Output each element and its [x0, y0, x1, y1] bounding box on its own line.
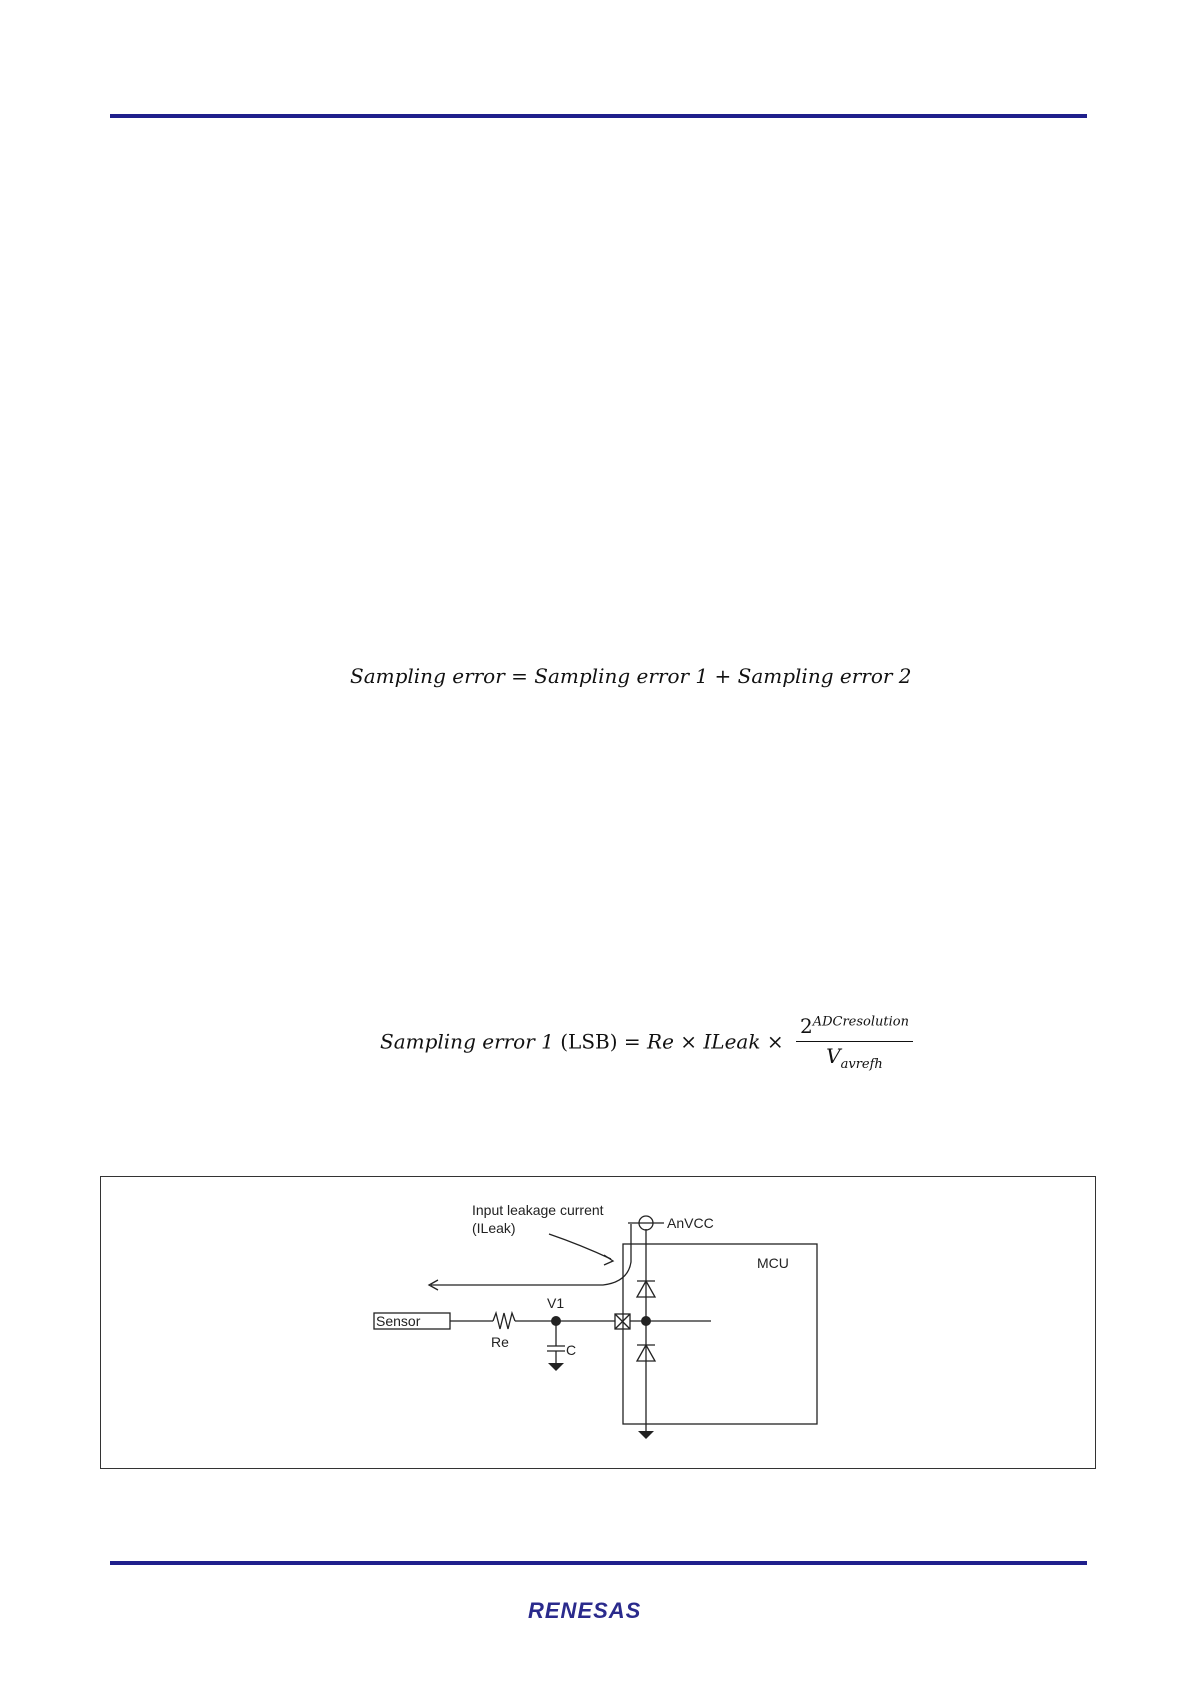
eq2-den-base: V [826, 1044, 841, 1068]
eq1-equals: = [511, 664, 528, 688]
leakage-circuit-figure [100, 1176, 1096, 1469]
eq2-num-exponent: ADCresolution [812, 1014, 909, 1030]
eq1-term2: Sampling error 2 [737, 664, 912, 688]
eq2-times-1: × [680, 1029, 698, 1054]
renesas-logo [528, 1597, 664, 1623]
anvcc-label: AnVCC [667, 1215, 714, 1231]
eq2-lhs: Sampling error 1 [380, 1029, 554, 1054]
eq2-denominator [796, 1042, 913, 1072]
header-rule [110, 114, 1087, 118]
eq2-times-2: × [766, 1029, 784, 1054]
v1-node-dot [551, 1316, 561, 1326]
footer-rule [110, 1561, 1087, 1565]
mcu-ground-symbol [638, 1431, 654, 1439]
eq2-ileak: ILeak [703, 1029, 761, 1054]
mcu-box [623, 1244, 817, 1424]
eq2-re: Re [647, 1029, 674, 1054]
sampling-error-equation [350, 664, 912, 688]
leak-label-line-1: Input leakage current [472, 1202, 604, 1218]
eq2-num-base: 2 [799, 1014, 813, 1038]
eq1-plus: + [714, 664, 732, 688]
leak-label-pointer [549, 1234, 611, 1259]
sampling-error-1-equation [380, 1014, 913, 1072]
eq2-numerator [796, 1014, 913, 1042]
resistor-re-symbol [493, 1313, 515, 1329]
sensor-label: Sensor [376, 1313, 421, 1329]
eq2-unit: (LSB) [560, 1029, 618, 1054]
leak-label-line-2: (ILeak) [472, 1220, 516, 1236]
leak-pointer-head [604, 1255, 613, 1265]
eq1-term1: Sampling error 1 [534, 664, 709, 688]
re-label: Re [491, 1334, 509, 1350]
circuit-diagram [101, 1177, 1097, 1470]
eq2-den-subscript: avrefh [840, 1057, 883, 1072]
eq1-lhs: Sampling error [350, 664, 505, 688]
capacitor-ground-symbol [548, 1363, 564, 1371]
eq2-fraction [796, 1014, 913, 1072]
c-label: C [566, 1342, 577, 1358]
eq2-equals: = [623, 1029, 641, 1054]
mcu-label: MCU [757, 1255, 789, 1271]
v1-label: V1 [547, 1295, 565, 1311]
renesas-logo-text: RENESAS [528, 1598, 642, 1623]
internal-node-dot [641, 1316, 651, 1326]
